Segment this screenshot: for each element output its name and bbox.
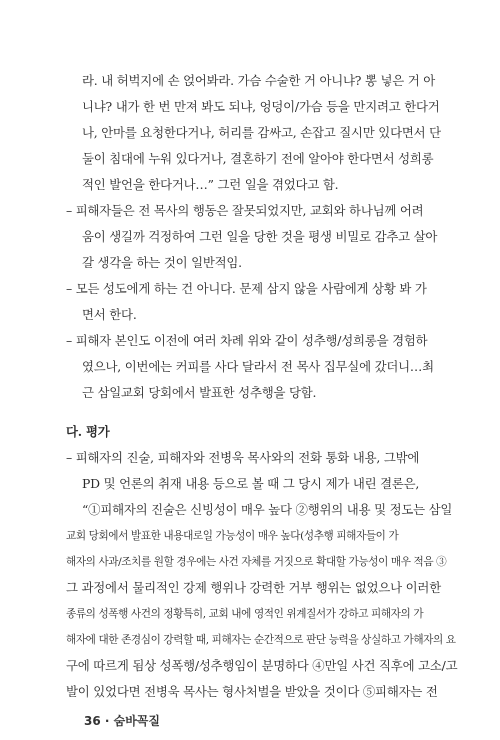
body-line: 그 과정에서 물리적인 강제 행위나 강력한 거부 행위는 없었으나 이러한 <box>66 580 441 595</box>
body-line: 근 삼일교회 당회에서 발표한 성추행을 당함. <box>82 385 317 400</box>
body-line: 구에 따르게 됨상 성폭행/성추행임이 분명하다 ④만일 사건 직후에 고소/고 <box>66 658 458 673</box>
bullet-line: – 피해자의 진술, 피해자와 전병욱 목사와의 전화 통화 내용, 그밖에 <box>66 450 420 465</box>
body-line: 발이 있었다면 전병욱 목사는 형사처벌을 받았을 것이다 ⑤피해자는 전 <box>66 684 438 699</box>
bullet-line: – 피해자 본인도 이전에 여러 차례 위와 같이 성추행/성희롱을 경험하 <box>66 333 428 348</box>
body-line: 면서 한다. <box>82 307 137 322</box>
page-footer: 36 · 숨바꼭질 <box>84 714 160 728</box>
body-line: 적인 발언을 한다거나…” 그런 일을 겪었다고 함. <box>82 177 339 192</box>
body-line: 해자의 사과/조치를 원할 경우에는 사건 자체를 거짓으로 확대할 가능성이 매우 적음 ③ <box>66 556 447 568</box>
body-line: 니냐? 내가 한 번 만져 봐도 되냐, 엉덩이/가슴 등을 만지려고 한다거 <box>82 99 440 114</box>
body-line: 둘이 침대에 누워 있다거나, 결혼하기 전에 알아야 한다면서 성희롱 <box>82 151 434 166</box>
bullet-line: – 모든 성도에게 하는 건 아니다. 문제 삼지 않을 사람에게 상황 봐 가 <box>66 281 427 296</box>
body-line: 였으나, 이번에는 커피를 사다 달라서 전 목사 집무실에 갔더니…최 <box>82 359 434 374</box>
body-line: 라. 내 허벅지에 손 얹어봐라. 가슴 수술한 거 아니냐? 뽕 넣은 거 아 <box>82 73 436 88</box>
body-line: 교회 당회에서 발표한 내용대로일 가능성이 매우 높다(성추행 피해자들이 가 <box>66 530 399 542</box>
section-heading: 다. 평가 <box>66 424 110 439</box>
body-line: “①피해자의 진술은 신빙성이 매우 높다 ②행위의 내용 및 정도는 삼일 <box>82 502 453 517</box>
body-line: PD 및 언론의 취재 내용 등으로 볼 때 그 당시 제가 내린 결론은, <box>82 476 420 491</box>
body-line: 해자에 대한 존경심이 강력할 때, 피해자는 순간적으로 판단 능력을 상실하고 가해자의 요 <box>66 634 456 646</box>
body-line: 움이 생길까 걱정하여 그런 일을 당한 것을 평생 비밀로 감추고 살아 <box>82 229 438 244</box>
body-line: 종류의 성폭행 사건의 정황특히, 교회 내에 영적인 위계질서가 강하고 피해자의 가 <box>66 608 424 620</box>
body-line: 갈 생각을 하는 것이 일반적임. <box>82 255 242 270</box>
bullet-line: – 피해자들은 전 목사의 행동은 잘못되었지만, 교회와 하나님께 어려 <box>66 203 424 218</box>
body-line: 나, 안마를 요청한다거나, 허리를 감싸고, 손잡고 질시만 있다면서 단 <box>82 125 441 140</box>
